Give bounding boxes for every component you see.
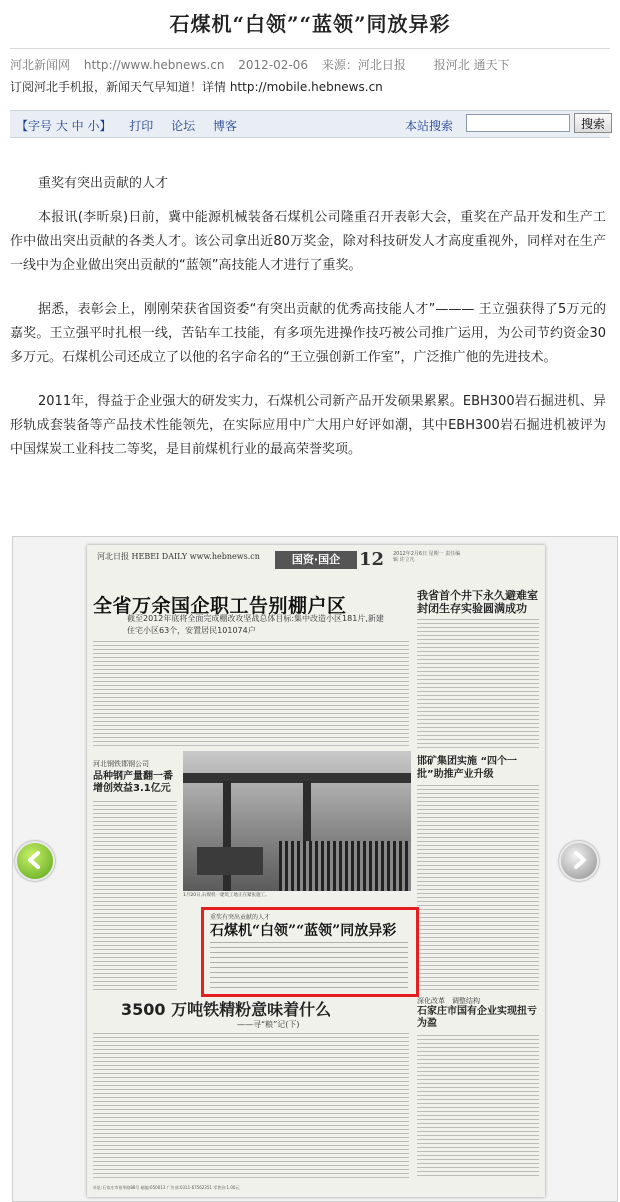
boxed-headline: 石煤机“白领”“蓝领”同放异彩 (210, 923, 397, 939)
newspaper-bottom-headline: 3500 万吨铁精粉意味着什么 (121, 1000, 332, 1019)
paragraph-1: 本报讯(李昕泉)日前，冀中能源机械装备石煤机公司隆重召开表彰大会，重奖在产品开发和生产工作中做出突出贡献的各类人才。该公司拿出近80万奖金，除对科技研发人才高度重视外，同样对在生产一线中为企业做出突出贡献的“蓝领”高技能人才进行了重奖。 (10, 210, 606, 273)
source-site: 河北新闻网 (10, 58, 71, 72)
newspaper-subhead-1: 截至2012年底将全面完成棚改攻坚战总体目标:集中改造小区181片,新建 (127, 614, 384, 623)
text-columns (93, 641, 409, 747)
chevron-left-icon (25, 850, 45, 870)
newspaper-logo: 河北日报 HEBEI DAILY www.hebnews.cn (97, 552, 260, 561)
paragraph-3: 2011年，得益于企业强大的研发实力，石煤机公司新产品开发硕果累累。EBH300岩石掘进机、异形轨成套装备等产品技术性能领先，在实际应用中广大用户好评如潮，其中EBH300岩石掘进机被评为中国煤炭工业科技二等奖，是目前煤机行业的最高荣誉奖项。 (10, 394, 606, 457)
paragraph-2: 据悉，表彰会上，刚刚荣获省国资委“有突出贡献的优秀高技能人才”——— 王立强获得了5万元的嘉奖。王立强平时扎根一线，苦钻车工技能，有多项先进操作技巧被公司推广运用，为公司节约资金30多万元。石煤机公司还成立了以他的名字命名的“王立强创新工作室”，广泛推广他的先进技术。 (10, 302, 606, 365)
publish-date: 2012-02-06 (238, 58, 309, 72)
text-columns (93, 801, 177, 991)
newspaper-viewer (12, 536, 618, 1202)
boxed-kicker: 重奖有突出贡献的人才 (210, 914, 271, 921)
article-toolbar (10, 110, 610, 138)
article-subtitle: 重奖有突出贡献的人才 (38, 176, 169, 191)
newspaper-subhead-2: 住宅小区63个，安置居民101074户 (127, 626, 256, 635)
mobile-promo-link[interactable]: 订阅河北手机报，新闻天气早知道！详情 http://mobile.hebnews.cn (10, 80, 383, 94)
blog-link[interactable]: 博客 (212, 119, 237, 133)
print-link[interactable]: 打印 (129, 119, 154, 133)
font-size-control[interactable]: 【字号 大 中 小】 (16, 119, 112, 133)
chevron-right-icon (569, 850, 589, 870)
newspaper-footer: 社址:石家庄市裕华路88号 邮编:050013 广告部:0311-67562351 零售价:1.00元 (93, 1185, 240, 1190)
newspaper-headline: 全省万余国企职工告别棚户区 (93, 595, 347, 617)
site-slogan: 报河北 通天下 (433, 58, 510, 72)
newspaper-bottom-subhead: ——寻“粮”记(下) (237, 1020, 300, 1029)
text-columns (417, 1035, 539, 1179)
newspaper-date: 2012年2月6日 星期一 责任编辑 许立凡 (393, 551, 461, 563)
boxed-text (210, 942, 408, 988)
newspaper-photo (183, 751, 411, 891)
prev-page-button[interactable] (15, 841, 55, 881)
article-body (10, 172, 606, 482)
forum-link[interactable]: 论坛 (171, 119, 196, 133)
site-search-label: 本站搜索 (405, 119, 454, 133)
newspaper-page-image[interactable] (87, 545, 545, 1197)
newspaper-section: 国资·国企 (275, 551, 357, 569)
article-meta (10, 56, 520, 73)
highlighted-article-box (201, 907, 419, 997)
photo-caption: 1月20日,石煤机一建筑工地正在紧张施工。 (183, 893, 270, 898)
title-divider (10, 48, 610, 49)
next-page-button[interactable] (559, 841, 599, 881)
article-title: 石煤机“白领”“蓝领”同放异彩 (169, 12, 451, 36)
newspaper-right-bottom (417, 997, 537, 1030)
newspaper-left-kicker: 河北钢铁邯钢公司 (93, 760, 149, 768)
newspaper-right-mid-headline: 邯矿集团实施 “四个一批”助推产业升级 (417, 756, 518, 780)
article-source: 来源：河北日报 (321, 58, 406, 72)
right-bottom-kicker: 深化改革 调整结构 (417, 997, 480, 1005)
search-button[interactable]: 搜索 (574, 113, 612, 133)
text-columns (417, 785, 539, 991)
search-input[interactable] (466, 114, 570, 132)
newspaper-page-number: 12 (359, 549, 385, 570)
right-bottom-headline: 石家庄市国有企业实现扭亏为盈 (417, 1006, 537, 1029)
newspaper-right-top-headline: 我省首个井下永久避难室封闭生存实验圆满成功 (417, 589, 538, 615)
text-columns (417, 619, 539, 749)
site-url[interactable]: http://www.hebnews.cn (83, 58, 225, 72)
text-columns (93, 1033, 409, 1179)
newspaper-left-headline: 品种钢产量翻一番 增创效益3.1亿元 (93, 771, 173, 794)
